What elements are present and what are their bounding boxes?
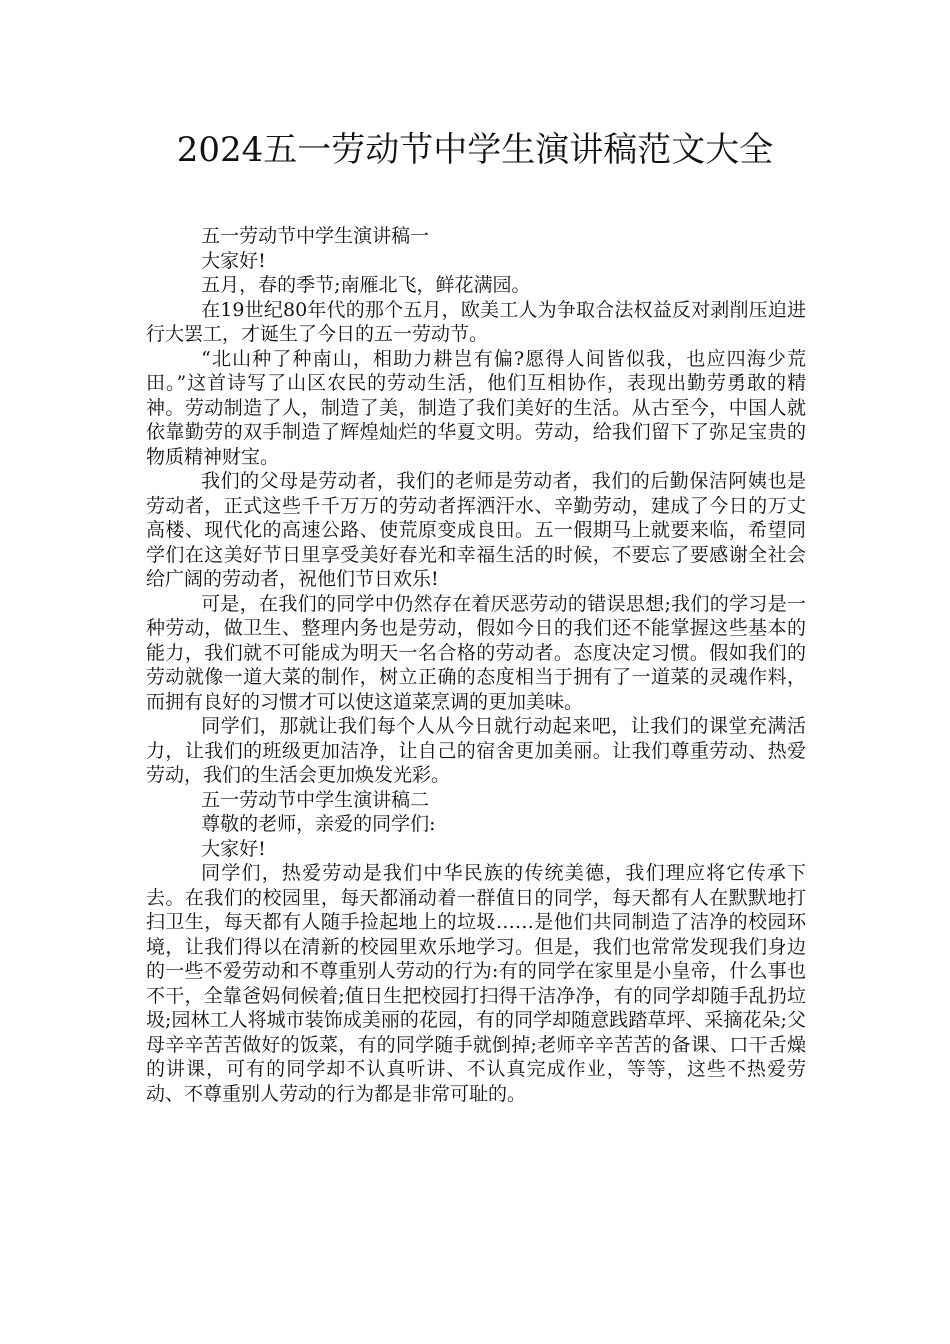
section-heading: 五一劳动节中学生演讲稿一 xyxy=(201,225,430,247)
body-paragraph: 同学们，热爱劳动是我们中华民族的传统美德，我们理应将它传承下去。在我们的校园里，每天都涌动着一群值日的同学，每天都有人在默默地打扫卫生，每天都有人随手捡起地上的垃圾……是他们共同制造了洁净的校园环境，让我们得以在清新的校园里欢乐地学习。但是，我们也常常发现我们身边的一些不爱劳动和不尊重别人劳动的行为:有的同学在家里是小皇帝，什么事也不干，全靠爸妈伺候着;值日生把校园打扫得干洁净净，有的同学却随手乱扔垃圾;园林工人将城市装饰成美丽的花园，有的同学却随意践踏草坪、采摘花朵;父母辛辛苦苦做好的饭菜，有的同学随手就倒掉;老师辛辛苦苦的备课、口干舌燥的讲课，可有的同学却不认真听讲、不认真完成作业，等等，这些不热爱劳动、不尊重别人劳动的行为都是非常可耻的。 xyxy=(146,862,806,1105)
document-body xyxy=(146,224,806,1106)
body-paragraph: 我们的父母是劳动者，我们的老师是劳动者，我们的后勤保洁阿姨也是劳动者，正式这些千千万万的劳动者挥洒汗水、辛勤劳动，建成了今日的万丈高楼、现代化的高速公路、使荒原变成良田。五一假期马上就要来临，希望同学们在这美好节日里享受美好春光和幸福生活的时候，不要忘了要感谢全社会给广阔的劳动者，祝他们节日欢乐! xyxy=(146,470,806,590)
section-heading: 五一劳动节中学生演讲稿二 xyxy=(201,788,430,811)
body-paragraph: 可是，在我们的同学中仍然存在着厌恶劳动的错误思想;我们的学习是一种劳动，做卫生、整理内务也是劳动，假如今日的我们还不能掌握这些基本的能力，我们就不可能成为明天一名合格的劳动者。态度决定习惯。假如我们的劳动就像一道大菜的制作，树立正确的态度相当于拥有了一道菜的灵魂作料，而拥有良好的习惯才可以使这道菜烹调的更加美味。 xyxy=(146,592,806,713)
body-paragraph: 在19世纪80年代的那个五月，欧美工人为争取合法权益反对剥削压迫进行大罢工，才诞生了今日的五一劳动节。 xyxy=(146,298,806,345)
body-paragraph: 同学们，那就让我们每个人从今日就行动起来吧，让我们的课堂充满活力，让我们的班级更加洁净，让自己的宿舍更加美丽。让我们尊重劳动、热爱劳动，我们的生活会更加焕发光彩。 xyxy=(146,715,806,786)
document-title: 2024五一劳动节中学生演讲稿范文大全 xyxy=(176,130,774,170)
greeting: 大家好! xyxy=(201,837,266,860)
greeting: 大家好! xyxy=(201,249,266,272)
body-paragraph: 五月，春的季节;南雁北飞，鲜花满园。 xyxy=(201,274,531,296)
salutation: 尊敬的老师，亲爱的同学们: xyxy=(201,813,436,835)
body-paragraph: “北山种了种南山，相助力耕岂有偏?愿得人间皆似我，也应四海少荒田。”这首诗写了山区农民的劳动生活，他们互相协作，表现出勤劳勇敢的精神。劳动制造了人，制造了美，制造了我们美好的生活。从古至今，中国人就依靠勤劳的双手制造了辉煌灿烂的华夏文明。劳动，给我们留下了弥足宝贵的物质精神财宝。 xyxy=(146,347,806,468)
